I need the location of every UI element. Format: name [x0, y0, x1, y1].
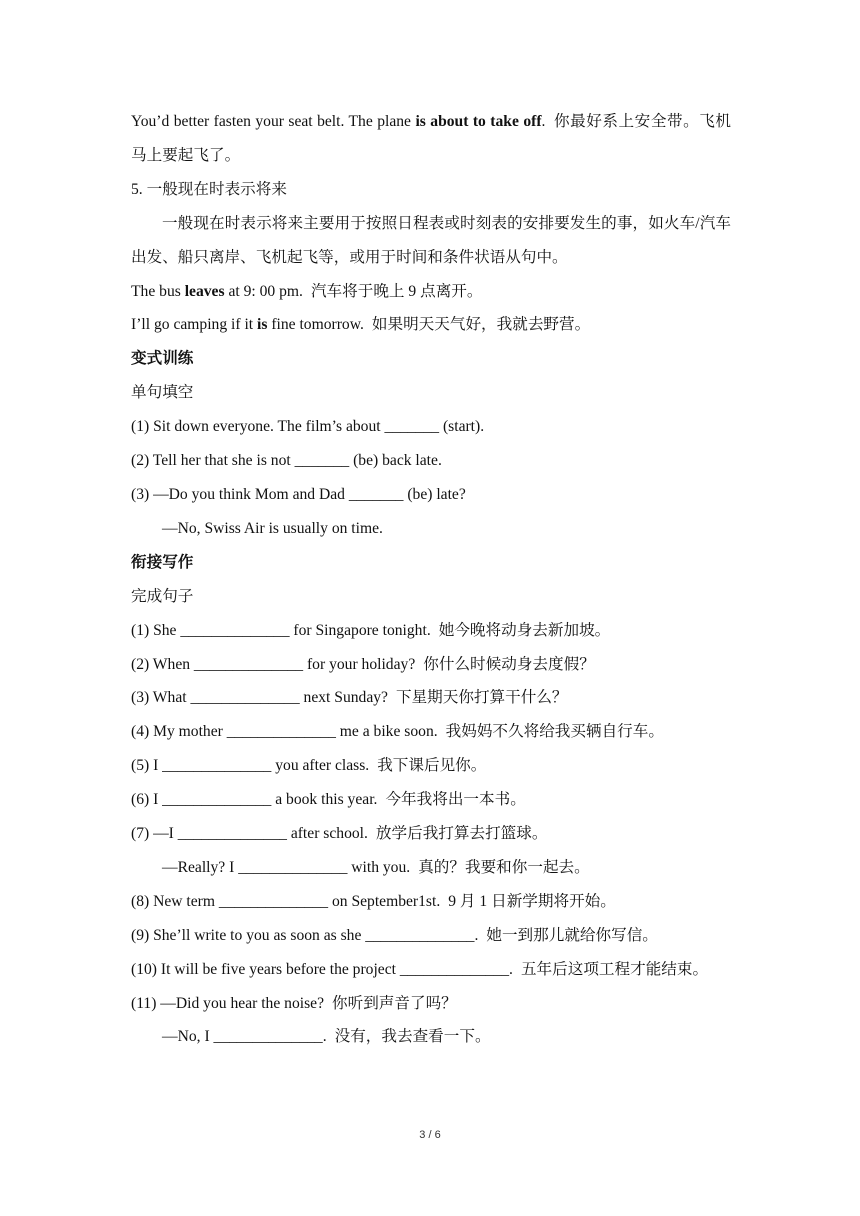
- writing-item: [131, 783, 731, 817]
- writing-item: [131, 614, 731, 648]
- example-text-tail: fine tomorrow.: [267, 316, 364, 334]
- writing-item-cn: 下星期天你打算干什么？: [395, 689, 568, 707]
- practice-item: (2) Tell her that she is not _______ (be) back late.: [131, 452, 442, 470]
- writing-item: [131, 681, 731, 715]
- section-heading: 5. 一般现在时表示将来: [131, 180, 287, 198]
- page-number: 3 / 6: [419, 1129, 441, 1141]
- example-bus: [131, 275, 731, 309]
- writing-item-en: (7) —I ______________ after school.: [131, 825, 368, 843]
- writing-item-en: (1) She ______________ for Singapore tonight.: [131, 621, 431, 639]
- example-camping: [131, 308, 731, 342]
- practice-subheading: 单句填空: [131, 383, 194, 402]
- practice-heading: 变式训练: [131, 349, 194, 368]
- example-text-tail: .: [541, 113, 546, 130]
- writing-item-cn: 你什么时候动身去度假？: [423, 655, 595, 673]
- example-text: I’ll go camping if it: [131, 316, 258, 334]
- example-translation: 汽车将于晚上 9 点离开。: [310, 282, 483, 300]
- writing-item-cn: 五年后这项工程才能结束。: [520, 960, 709, 978]
- writing-item: [131, 885, 731, 919]
- writing-item-cn: 她一到那儿就给你写信。: [486, 926, 658, 944]
- writing-item-en: —Really? I ______________ with you.: [162, 858, 411, 876]
- writing-item: [131, 953, 731, 987]
- writing-item-cn: 我下课后见你。: [377, 757, 487, 775]
- example-text: The bus: [131, 282, 185, 300]
- writing-item: [131, 817, 731, 851]
- writing-item-en: (8) New term ______________ on September1st.: [131, 892, 441, 910]
- writing-item-en: (9) She’ll write to you as soon as she ______________.: [131, 926, 479, 944]
- writing-item: [131, 919, 731, 953]
- writing-item: [131, 749, 731, 783]
- page-content: [131, 105, 731, 1054]
- example-bold-phrase: leaves: [184, 282, 225, 300]
- writing-heading: 衔接写作: [131, 552, 194, 571]
- writing-item-cn: 真的？我要和你一起去。: [418, 858, 590, 876]
- writing-item-cn: 她今晚将动身去新加坡。: [438, 621, 611, 639]
- writing-item-cn: 没有，我去查看一下。: [334, 1028, 491, 1046]
- writing-item-cn: 你听到声音了吗？: [332, 994, 457, 1012]
- writing-item-en: —No, I ______________.: [162, 1028, 327, 1046]
- writing-item-en: (10) It will be five years before the project ______________.: [131, 960, 513, 978]
- writing-item-cn: 放学后我打算去打篮球。: [375, 825, 548, 843]
- writing-item-answer: [131, 1020, 731, 1054]
- example-translation: 如果明天天气好，我就去野营。: [371, 316, 591, 334]
- example-bold-phrase: is about to take off: [415, 113, 542, 130]
- example-translation: 你最好系上安全带。飞机马上要起飞了。: [131, 113, 731, 164]
- writing-item-en: (5) I ______________ you after class.: [131, 757, 370, 775]
- writing-item-cn: 今年我将出一本书。: [385, 791, 526, 809]
- writing-item: [131, 648, 731, 682]
- example-bold-phrase: is: [257, 316, 268, 334]
- writing-item-en: (3) What ______________ next Sunday?: [131, 689, 388, 707]
- example-seatbelt: [131, 105, 731, 173]
- writing-item: [131, 715, 731, 749]
- writing-subheading: 完成句子: [131, 586, 194, 605]
- writing-item-answer: [131, 851, 731, 885]
- writing-item-en: (6) I ______________ a book this year.: [131, 791, 378, 809]
- practice-item-answer: —No, Swiss Air is usually on time.: [162, 519, 383, 537]
- practice-item: (3) —Do you think Mom and Dad _______ (be) late?: [131, 485, 466, 503]
- writing-item-en: (4) My mother ______________ me a bike soon.: [131, 723, 438, 741]
- practice-item: (1) Sit down everyone. The film’s about _______ (start).: [131, 418, 485, 436]
- writing-item-en: (2) When ______________ for your holiday?: [131, 655, 416, 673]
- section-explanation: 一般现在时表示将来主要用于按照日程表或时刻表的安排要发生的事，如火车/汽车出发、船只离岸、飞机起飞等，或用于时间和条件状语从句中。: [131, 214, 731, 266]
- example-text-tail: at 9: 00 pm.: [224, 282, 303, 300]
- writing-item: [131, 987, 731, 1021]
- writing-item-en: (11) —Did you hear the noise?: [131, 994, 324, 1012]
- writing-item-cn: 我妈妈不久将给我买辆自行车。: [445, 723, 664, 741]
- writing-item-cn: 9 月 1 日新学期将开始。: [448, 892, 616, 910]
- example-text: You’d better fasten your seat belt. The plane: [131, 113, 416, 130]
